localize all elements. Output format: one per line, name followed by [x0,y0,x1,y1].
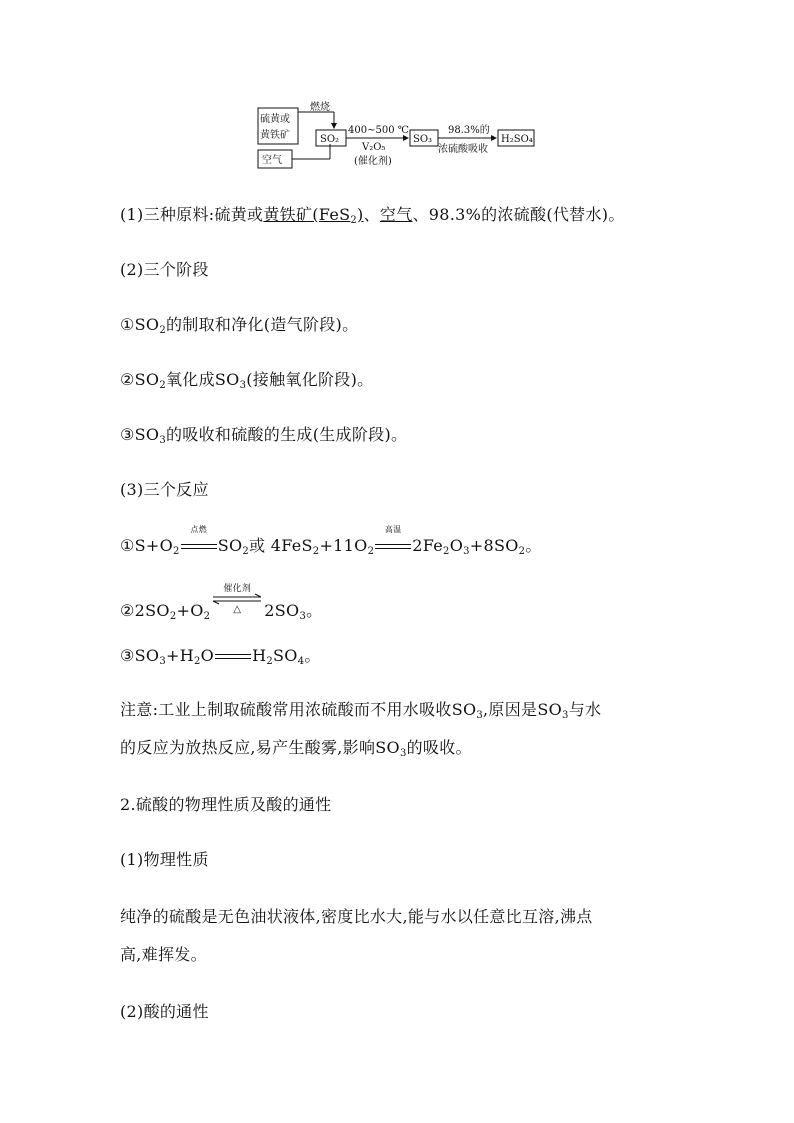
equals-sign-high-temp [375,525,411,549]
stage-2-c: (接触氧化阶段)。 [246,370,374,389]
subscript: 3 [562,710,569,721]
condition-high-temp: 高温 [384,525,402,534]
stage-2 [120,370,373,390]
raw-materials-line [120,205,625,225]
so3-box-label: SO₃ [413,134,433,145]
subscript: 2 [518,546,526,557]
subscript: 2 [266,656,273,667]
r2-b: +O [176,601,204,620]
note-line-2 [120,738,472,758]
equals-sign [215,645,251,659]
subscript: 2 [173,546,180,557]
r1-g: +8SO [469,536,519,555]
absorb-label: 浓硫酸吸收 [438,144,488,155]
r3-b: +H [166,646,194,665]
subscript: 3 [476,710,484,721]
subscript: 3 [399,748,407,759]
subscript: 2 [312,546,320,557]
burn-label: 燃烧 [310,102,330,113]
reaction-2 [120,584,323,622]
stage-1-a: ①SO [120,315,160,334]
section-2-title: 2.硫酸的物理性质及酸的通性 [120,795,332,814]
conv-catalyst-formula: V₂O₅ [362,142,386,153]
reactions-heading: (3)三个反应 [120,480,209,499]
subscript: 3 [159,656,166,667]
subscript: 2 [169,611,177,622]
so2-box-label: SO₂ [320,134,340,145]
pyrite-text: 黄铁矿(FeS [263,205,351,224]
subscript: 2 [159,380,166,391]
reaction-3 [120,645,321,666]
note-1-c: 与水 [568,700,602,719]
air-box-label: 空气 [262,155,282,166]
subscript: 2 [159,325,166,336]
r3-e: SO [273,646,298,665]
h2so4-box-label: H₂SO₄ [501,134,533,145]
catalyst-label: 催化剂 [223,584,252,594]
r1-d: +11O [319,536,368,555]
heat-label: △ [233,604,242,615]
r1-c: 或 4FeS [249,536,313,555]
separator: 、 [363,205,380,224]
stages-heading: (2)三个阶段 [120,260,209,279]
subscript: 2 [203,611,211,622]
feed-box-line1: 硫黄或 [260,114,290,125]
subscript: 3 [299,611,307,622]
pyrite-close: ) [357,205,364,224]
subscript: 3 [463,546,470,557]
r1-e: 2Fe [412,536,444,555]
stage-2-a: ②SO [120,370,160,389]
subscript: 2 [193,656,201,667]
note-line-1 [120,700,601,720]
physical-properties-line-1: 纯净的硫酸是无色油状液体,密度比水大,能与水以任意比互溶,沸点 [120,907,593,926]
physical-properties-heading: (1)物理性质 [120,850,209,869]
subscript: 2 [242,546,250,557]
stage-3-b: 的吸收和硫酸的生成(生成阶段)。 [166,425,408,444]
r3-f: 。 [304,646,321,665]
feed-box-line2: 黄铁矿 [260,130,290,141]
subscript: 2 [350,215,358,226]
stage-3-a: ③SO [120,425,160,444]
air-underlined: 空气 [379,205,413,224]
r2-d: 。 [306,601,323,620]
subscript: 2 [367,546,375,557]
r1-h: 。 [525,536,542,555]
raw-materials-prefix: (1)三种原料:硫黄或 [120,205,264,224]
r2-a: ②2SO [120,601,170,620]
reaction-1 [120,525,542,557]
r1-f: O [449,536,464,555]
raw-materials-suffix: 、98.3%的浓硫酸(代替水)。 [412,205,625,224]
acid-properties-heading: (2)酸的通性 [120,1002,209,1021]
physical-properties-line-2: 高,难挥发。 [120,945,207,964]
note-2-b: 的吸收。 [406,738,472,757]
subscript: 2 [443,546,450,557]
r1-a: ①S+O [120,536,174,555]
pyrite-underlined [263,205,363,224]
equals-sign-ignite [181,525,217,549]
stage-1 [120,315,358,335]
condition-ignite: 点燃 [190,525,207,534]
process-flow-diagram [250,100,550,178]
note-1-a: 注意:工业上制取硫酸常用浓硫酸而不用水吸收SO [120,700,477,719]
reversible-arrow [211,584,263,622]
r3-a: ③SO [120,646,160,665]
absorb-concentration: 98.3%的 [448,125,490,136]
subscript: 3 [159,435,166,446]
stage-3 [120,425,407,445]
conv-catalyst-note: (催化剂) [354,156,392,167]
r3-c: O [200,646,215,665]
subscript: 3 [239,380,247,391]
r2-c: 2SO [264,601,300,620]
stage-1-b: 的制取和净化(造气阶段)。 [166,315,359,334]
conv-temp: 400~500 ℃ [348,125,409,136]
note-2-a: 的反应为放热反应,易产生酸雾,影响SO [120,738,400,757]
stage-2-b: 氧化成SO [166,370,240,389]
r1-b: SO [217,536,243,555]
subscript: 4 [297,656,305,667]
note-1-b: ,原因是SO [483,700,563,719]
r3-d: H [252,646,267,665]
